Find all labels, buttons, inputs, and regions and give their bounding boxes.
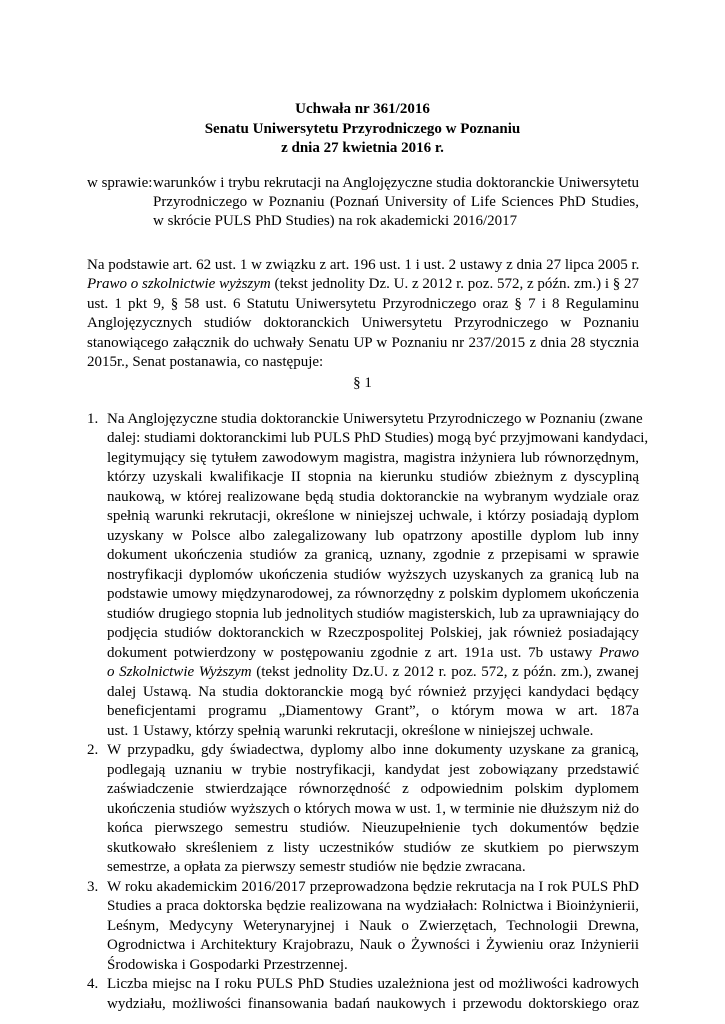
act-title: Prawo xyxy=(598,645,639,661)
item-line: uzyskany w Polsce albo zalegalizowany lub opatrzony apostille dyplom lub inny xyxy=(107,528,639,544)
item-line: podjęcia studiów doktoranckich w Rzeczpospolitej Polskiej, jak również posiadający xyxy=(107,625,639,641)
item-line: dalej Ustawą. Na studia doktoranckie mogą być również przyjęci kandydaci będący xyxy=(107,684,639,700)
item-line: ust. 1 Ustawy, którzy spełnią warunki rekrutacji, określone w niniejszej uchwale. xyxy=(107,723,594,739)
act-title: o Szkolnictwie Wyższym xyxy=(107,664,252,680)
item-number: 1. xyxy=(87,411,99,427)
item-line: spełnią warunki rekrutacji, określone w niniejszej uchwale, i którzy posiadają dyplom xyxy=(107,508,639,524)
item-number: 2. xyxy=(87,742,99,758)
item-line: ukończenia studiów wyższych o których mowa w ust. 1, w terminie nie dłuższym niż do xyxy=(107,801,639,817)
item-number: 3. xyxy=(87,879,99,895)
item-line: semestrze, a opłata za pierwszy semestr studiów nie będzie zwracana. xyxy=(107,859,526,875)
item-line: skutkowało skreśleniem z listy uczestników studiów ze skutkiem po pierwszym xyxy=(107,840,639,856)
preamble-line: Anglojęzycznych studiów doktoranckich Uniwersytetu Przyrodniczego w Poznaniu xyxy=(87,315,639,331)
item-line: podstawie umowy międzynarodowej, za równorzędny z polskim dyplomem ukończenia xyxy=(107,586,639,602)
act-title: Prawo o szkolnictwie wyższym xyxy=(87,276,271,292)
item-line: zaświadczenie stwierdzające równorzędność z odpowiednim polskim dyplomem xyxy=(107,781,639,797)
item-line: Studies a praca doktorska będzie realizowana na wydziałach: Rolnictwa i Bioinżynierii, xyxy=(107,898,639,914)
item-line: studiów drugiego stopnia lub jednolitych studiów magisterskich, lub za uprawniający do xyxy=(107,606,639,622)
senate-name: Senatu Uniwersytetu Przyrodniczego w Poznaniu xyxy=(204,121,521,137)
item-line: nostryfikacji dyplomów ukończenia studiów wyższych uzyskanych za granicą lub na xyxy=(107,567,639,583)
item-line: legitymujący się tytułem zawodowym magistra, magistra inżyniera lub równorzędnym, xyxy=(107,450,639,466)
item-line: którzy uzyskali kwalifikacje II stopnia na kierunku studiów zbieżnym z dyscypliną xyxy=(107,469,639,485)
preamble-line: stanowiącego załącznik do uchwały Senatu UP w Poznaniu nr 237/2015 z dnia 28 stycznia xyxy=(87,335,639,351)
subject-line: warunków i trybu rekrutacji na Anglojęzyczne studia doktoranckie Uniwersytetu xyxy=(153,175,639,191)
item-line: W roku akademickim 2016/2017 przeprowadzona będzie rekrutacja na I rok PULS PhD xyxy=(107,879,639,895)
item-line: Na Anglojęzyczne studia doktoranckie Uniwersytetu Przyrodniczego w Poznaniu (zwane xyxy=(107,411,643,427)
preamble-line: ust. 1 pkt 9, § 58 ust. 6 Statutu Uniwersytetu Przyrodniczego oraz § 7 i 8 Regulaminu xyxy=(87,296,639,312)
item-line: Środowiska i Gospodarki Przestrzennej. xyxy=(107,957,348,973)
item-line: podlegają uznaniu w trybie nostryfikacji, kandydat jest zobowiązany przedstawić xyxy=(107,762,639,778)
section-mark: § 1 xyxy=(353,375,372,391)
item-line: Liczba miejsc na I roku PULS PhD Studies uzależniona jest od możliwości kadrowych xyxy=(107,976,639,992)
preamble-line: 2015r., Senat postanawia, co następuje: xyxy=(87,354,324,370)
item-line: Ogrodnictwa i Architektury Krajobrazu, Nauk o Żywności i Żywieniu oraz Inżynierii xyxy=(107,937,639,953)
subject-label: w sprawie: xyxy=(87,175,153,191)
resolution-date: z dnia 27 kwietnia 2016 r. xyxy=(281,140,444,156)
item-line: W przypadku, gdy świadectwa, dyplomy albo inne dokumenty uzyskane za granicą, xyxy=(107,742,639,758)
item-line: dalej: studiami doktoranckimi lub PULS PhD Studies) mogą być przyjmowani kandydaci, xyxy=(107,430,649,446)
subject-line: Przyrodniczego w Poznaniu (Poznań University of Life Sciences PhD Studies, xyxy=(153,194,639,210)
item-line: dokument potwierdzony w postępowaniu zgodnie z art. 191a ust. 7b ustawy Prawo xyxy=(107,645,639,661)
item-line: wydziału, możliwości finansowania badań naukowych i przewodu doktorskiego oraz xyxy=(107,996,639,1012)
preamble-line: Prawo o szkolnictwie wyższym (tekst jednolity Dz. U. z 2012 r. poz. 572, z późn. zm.) i § 27 xyxy=(87,276,640,292)
item-line: Leśnym, Medycyny Weterynaryjnej i Nauk o Zwierzętach, Technologii Drewna, xyxy=(107,918,639,934)
subject-line: w skrócie PULS PhD Studies) na rok akademicki 2016/2017 xyxy=(153,213,518,229)
item-line: końca pierwszego semestru studiów. Nieuzupełnienie tych dokumentów będzie xyxy=(107,820,639,836)
item-line: dokument ukończenia studiów za granicą, uznany, zgodnie z przepisami w sprawie xyxy=(107,547,639,563)
resolution-number: Uchwała nr 361/2016 xyxy=(295,101,430,117)
item-number: 4. xyxy=(87,976,99,992)
preamble-line: Na podstawie art. 62 ust. 1 w związku z art. 196 ust. 1 i ust. 2 ustawy z dnia 27 lipca 2005 r. xyxy=(87,257,640,273)
item-line: beneficjentami programu „Diamentowy Grant”, o którym mowa w art. 187a xyxy=(107,703,639,719)
item-line: naukową, w której realizowane będą studia doktoranckie na wybranym wydziale oraz xyxy=(107,489,639,505)
item-line: o Szkolnictwie Wyższym (tekst jednolity Dz.U. z 2012 r. poz. 572, z późn. zm.), zwanej xyxy=(107,664,639,680)
